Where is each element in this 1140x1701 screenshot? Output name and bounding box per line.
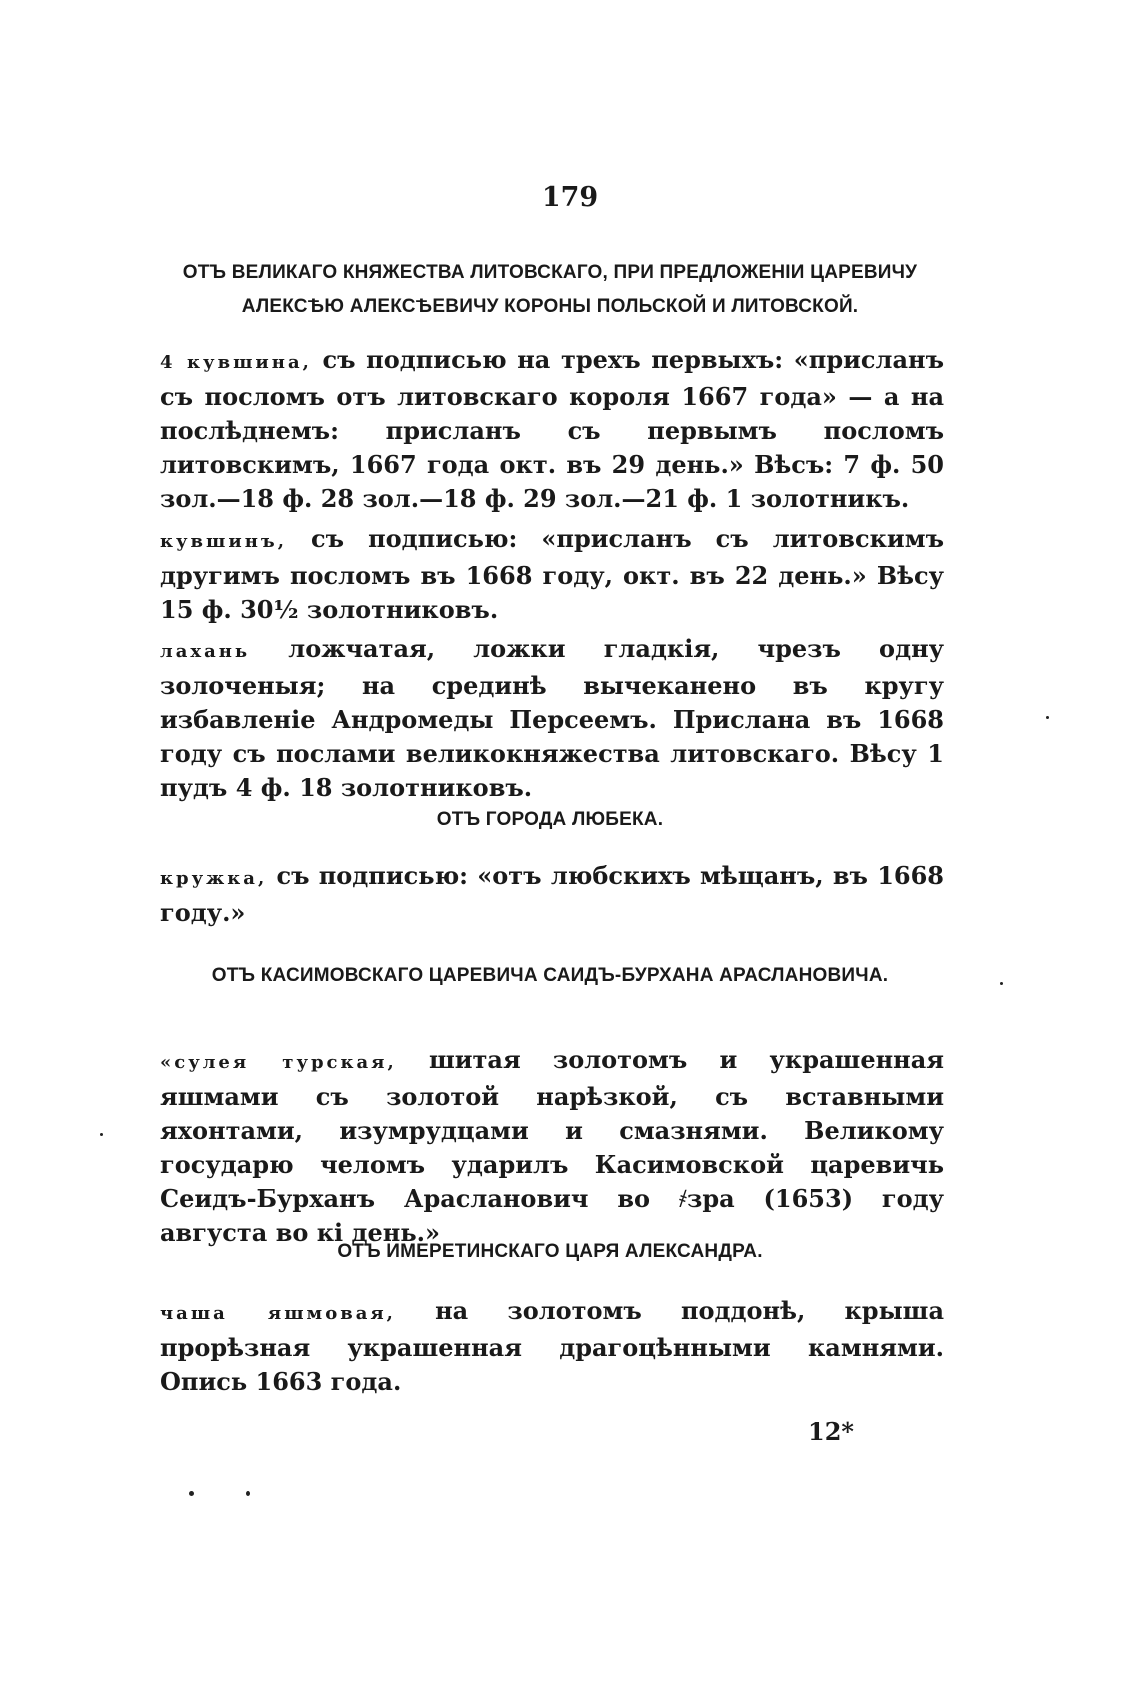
entry-mug — [160, 859, 944, 930]
entry-flask — [160, 1043, 944, 1250]
entry-lead: кувшинъ, — [160, 531, 287, 552]
heading-line-1: ОТЪ ВЕЛИКАГО КНЯЖЕСТВА ЛИТОВСКАГО, ПРИ ПРЕДЛОЖЕНІИ ЦАРЕВИЧУ — [182, 262, 918, 283]
scan-speck — [189, 1491, 194, 1496]
scan-speck — [246, 1491, 250, 1496]
section-heading-lubeck: ОТЪ ГОРОДА ЛЮБЕКА. — [436, 809, 664, 830]
entry-text: съ подписью: «присланъ съ литовскимъ другимъ посломъ въ 1668 году, окт. въ 22 день.» Вѣсу 15 ф. 30½ золотниковъ. — [160, 524, 944, 624]
entry-basin — [160, 632, 944, 805]
entry-lead: кружка, — [160, 868, 268, 889]
entry-lead: 4 кувшина, — [160, 352, 312, 373]
entry-pitcher — [160, 522, 944, 627]
entry-text: на золотомъ поддонѣ, крыша прорѣзная украшенная драгоцѣнными камнями. Опись 1663 года. — [160, 1296, 944, 1396]
section-heading-imereti: ОТЪ ИМЕРЕТИНСКАГО ЦАРЯ АЛЕКСАНДРА. — [337, 1241, 763, 1262]
scan-speck — [1046, 716, 1049, 719]
section-heading-kasimov: ОТЪ КАСИМОВСКАГО ЦАРЕВИЧА САИДЪ-БУРХАНА АРАСЛАНОВИЧА. — [211, 965, 889, 986]
entry-lead: «сулея турская, — [160, 1052, 397, 1073]
entry-lead: чаша яшмовая, — [160, 1303, 396, 1324]
entry-text: съ подписью: «отъ любскихъ мѣщанъ, въ 1668 году.» — [160, 861, 945, 927]
scan-speck — [1000, 982, 1003, 985]
entry-pitchers — [160, 343, 944, 516]
entry-text: съ подписью на трехъ первыхъ: «присланъ съ посломъ отъ литовскаго короля 1667 года» — а на послѣднемъ: присланъ съ первымъ посломъ литовскимъ, 1667 года окт. въ 29 день.» Вѣсъ: 7 ф. 50 зол.—18 ф. 28 зол.—18 ф. 29 зол.—21 ф. 1 золотникъ. — [160, 345, 944, 513]
entry-cup — [160, 1294, 944, 1399]
entry-lead: лахань — [160, 641, 251, 662]
section-heading-lithuania — [150, 256, 950, 324]
entry-text: ложчатая, ложки гладкія, чрезъ одну золоченыя; на срединѣ вычеканено въ кругу избавленіе Андромеды Персеемъ. Прислана въ 1668 году съ послами великокняжества литовскаго. Вѣсу 1 пудъ 4 ф. 18 золотниковъ. — [160, 634, 944, 802]
entry-text: шитая золотомъ и украшенная яшмами съ золотой нарѣзкой, съ вставными яхонтами, изумрудцами и смазнями. Великому государю челомъ ударилъ Касимовской царевичь Сеидъ-Бурханъ Арасланович во ҂зра (1653) году августа во кі день.» — [160, 1045, 945, 1247]
scan-speck — [100, 1133, 103, 1136]
signature-mark: 12* — [808, 1417, 854, 1446]
page-number: 179 — [541, 182, 599, 213]
heading-line-2: АЛЕКСѢЮ АЛЕКСѢЕВИЧУ КОРОНЫ ПОЛЬСКОЙ И ЛИТОВСКОЙ. — [241, 296, 859, 317]
